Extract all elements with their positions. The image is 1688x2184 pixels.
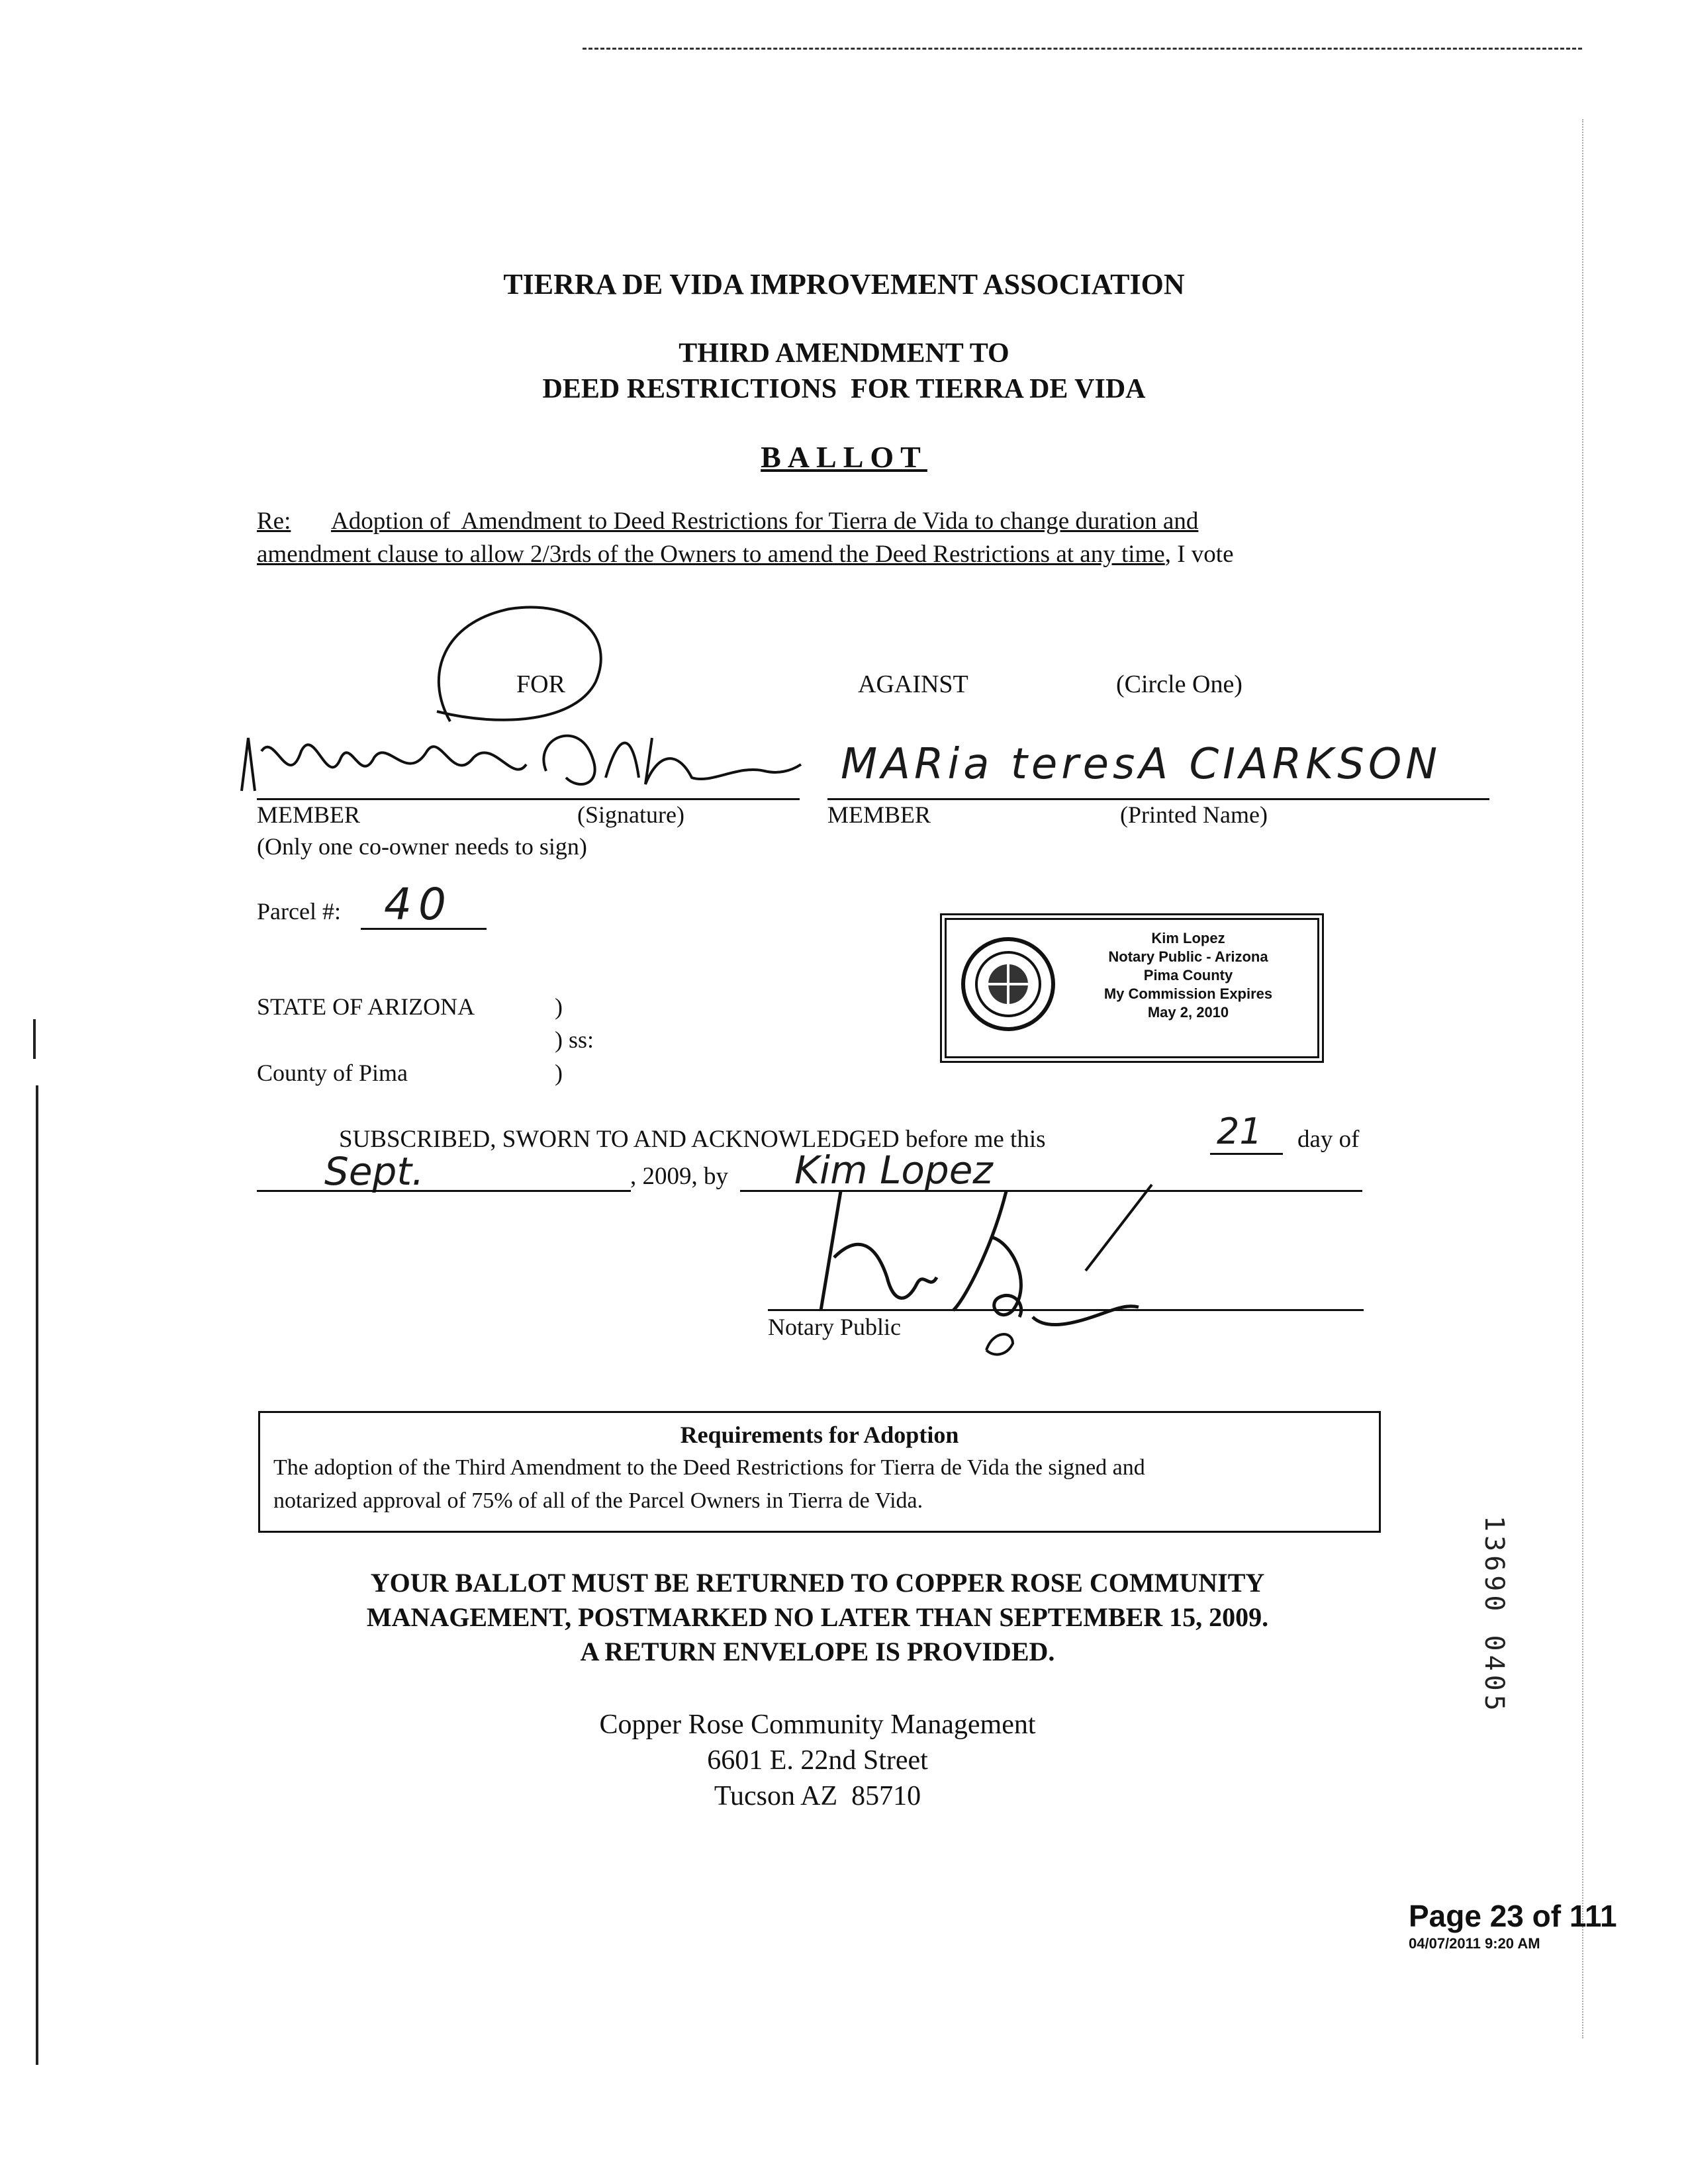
return-line-2: MANAGEMENT, POSTMARKED NO LATER THAN SEPTEMBER 15, 2009. — [366, 1602, 1269, 1632]
acknowledgment-month: Sept. — [324, 1149, 424, 1194]
stamp-line-4: My Commission Expires — [1103, 985, 1273, 1002]
re-line-2 — [257, 540, 1234, 569]
re-line-1: Adoption of Amendment to Deed Restrictions for Tierra de Vida to change duration and — [331, 508, 1199, 535]
notary-signature-line — [768, 1309, 1364, 1311]
ss-label: ) ss: — [555, 1026, 594, 1053]
org-title: TIERRA DE VIDA IMPROVEMENT ASSOCIATION — [503, 268, 1185, 300]
address-city: Tucson AZ 85710 — [714, 1781, 921, 1811]
printed-name-line — [827, 798, 1489, 800]
page-number: Page 23 of 111 — [1409, 1899, 1617, 1933]
notary-public-label: Notary Public — [768, 1314, 901, 1340]
amendment-title-1: THIRD AMENDMENT TO — [679, 338, 1009, 369]
re-label: Re: — [257, 508, 291, 535]
top-scan-line — [583, 48, 1582, 50]
acknowledgment-by: Kim Lopez — [794, 1148, 993, 1193]
county-label: County of Pima — [257, 1060, 408, 1086]
signature-label: (Signature) — [577, 801, 684, 828]
requirements-title: Requirements for Adoption — [680, 1422, 959, 1448]
document-stamp-number: 13690 0405 — [1479, 1516, 1509, 1715]
address-street: 6601 E. 22nd Street — [707, 1745, 928, 1776]
amendment-title-2: DEED RESTRICTIONS FOR TIERRA DE VIDA — [542, 374, 1146, 404]
requirements-box — [258, 1411, 1381, 1533]
stamp-line-3: Pima County — [1143, 967, 1233, 983]
return-line-3: A RETURN ENVELOPE IS PROVIDED. — [580, 1637, 1055, 1666]
printed-name-label: (Printed Name) — [1120, 801, 1268, 828]
footer-timestamp: 04/07/2011 9:20 AM — [1409, 1935, 1540, 1952]
signature-line — [257, 798, 800, 800]
member-label-left: MEMBER — [257, 801, 361, 828]
ballot-title: BALLOT — [761, 440, 927, 474]
vote-for-option[interactable]: FOR — [516, 670, 565, 698]
state-label: STATE OF ARIZONA — [257, 993, 475, 1020]
parcel-line — [361, 928, 487, 930]
return-line-1: YOUR BALLOT MUST BE RETURNED TO COPPER ROSE COMMUNITY — [370, 1568, 1265, 1598]
member-label-right: MEMBER — [827, 801, 931, 828]
state-paren: ) — [555, 993, 563, 1020]
stamp-line-2: Notary Public - Arizona — [1108, 948, 1268, 965]
stamp-name: Kim Lopez — [1151, 930, 1225, 946]
day-line — [1210, 1153, 1283, 1155]
notary-seal-icon — [959, 934, 1058, 1034]
day-of-label: day of — [1297, 1126, 1360, 1153]
vote-against-option[interactable]: AGAINST — [858, 670, 968, 698]
acknowledgment-day: 21 — [1217, 1111, 1262, 1152]
printed-name-value: MARia teresA CIARKSON — [841, 740, 1442, 789]
member-signature — [235, 711, 804, 804]
re-line-2-text: amendment clause to allow 2/3rds of the Owners to amend the Deed Restrictions at any time — [257, 541, 1165, 568]
requirements-line-2: notarized approval of 75% of all of the Parcel Owners in Tierra de Vida. — [273, 1488, 923, 1513]
co-owner-note: (Only one co-owner needs to sign) — [257, 833, 587, 860]
acknowledgment-text: SUBSCRIBED, SWORN TO AND ACKNOWLEDGED before me this — [339, 1126, 1046, 1153]
notary-stamp — [940, 913, 1324, 1063]
parcel-label: Parcel #: — [257, 898, 341, 925]
year-text: , 2009, by — [630, 1163, 728, 1190]
re-suffix: , I vote — [1164, 541, 1234, 568]
left-margin-mark — [33, 1019, 36, 1059]
circle-one-note: (Circle One) — [1116, 670, 1243, 698]
address-name: Copper Rose Community Management — [599, 1709, 1036, 1740]
county-paren: ) — [555, 1060, 563, 1086]
parcel-value: 40 — [384, 879, 453, 930]
stamp-line-5: May 2, 2010 — [1147, 1004, 1229, 1021]
requirements-line-1: The adoption of the Third Amendment to the Deed Restrictions for Tierra de Vida the signed and — [273, 1455, 1145, 1480]
month-line — [257, 1190, 631, 1192]
